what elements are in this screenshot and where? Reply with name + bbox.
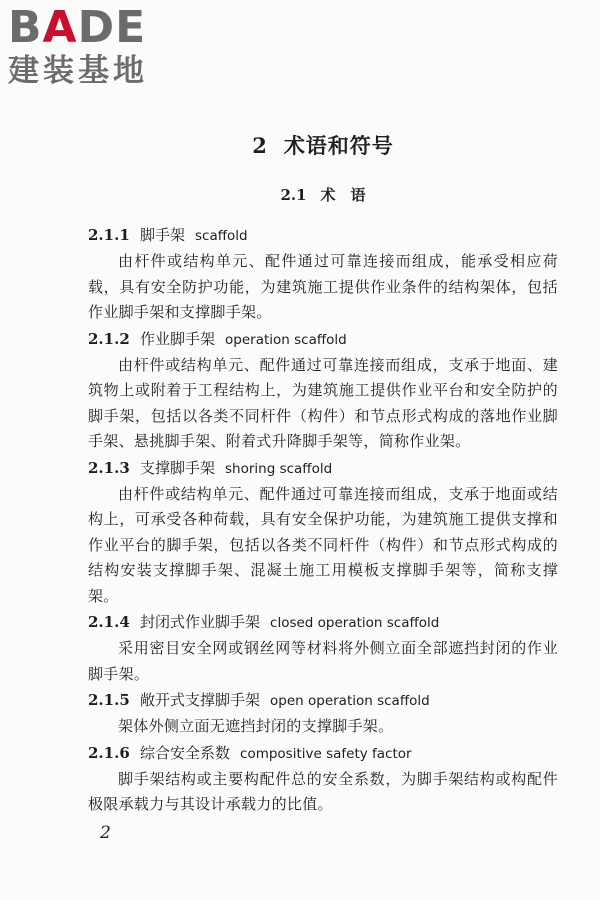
- term-number: 2.1.2: [88, 329, 130, 348]
- term-entry: [88, 610, 558, 687]
- logo-letter: A: [42, 2, 78, 53]
- section-title: [88, 184, 558, 205]
- term-english: closed operation scaffold: [270, 615, 440, 631]
- term-definition: 由杆件或结构单元、配件通过可靠连接而组成，能承受相应荷载，具有安全防护功能，为建筑施工提供作业条件的结构架体，包括作业脚手架和支撑脚手架。: [88, 252, 558, 321]
- section-title-text: 术 语: [320, 186, 366, 204]
- term-chinese: 封闭式作业脚手架: [140, 613, 261, 631]
- section-number: 2.1: [280, 186, 307, 204]
- chapter-title-text: 术语和符号: [283, 133, 394, 158]
- chapter-title: [88, 130, 558, 160]
- document-page: [88, 130, 558, 819]
- term-english: scaffold: [195, 228, 248, 244]
- term-chinese: 作业脚手架: [140, 329, 216, 348]
- term-number: 2.1.4: [88, 613, 130, 631]
- chapter-number: 2: [252, 133, 268, 158]
- bade-logo: [8, 4, 178, 88]
- term-heading: [88, 456, 558, 482]
- term-heading: [88, 327, 558, 353]
- term-heading: [88, 610, 558, 636]
- page-number: 2: [100, 823, 111, 843]
- term-english: operation scaffold: [225, 331, 347, 348]
- term-number: 2.1.3: [88, 458, 130, 477]
- term-heading: [88, 741, 558, 767]
- term-heading: [88, 223, 558, 249]
- term-definition: 脚手架结构或主要构配件总的安全系数，为脚手架结构或构配件极限承载力与其设计承载力的比值。: [88, 769, 558, 813]
- term-number: 2.1.5: [88, 691, 130, 709]
- term-entry: [88, 223, 558, 326]
- term-entry: [88, 456, 558, 610]
- term-chinese: 综合安全系数: [140, 743, 231, 762]
- term-english: open operation scaffold: [270, 693, 430, 709]
- logo-wordmark: [8, 4, 178, 52]
- term-chinese: 敞开式支撑脚手架: [140, 691, 261, 709]
- term-entry: [88, 688, 558, 740]
- term-english: shoring scaffold: [225, 460, 333, 477]
- term-heading: [88, 688, 558, 714]
- term-definition: 由杆件或结构单元、配件通过可靠连接而组成，支承于地面或结构上，可承受各种荷载，具有安全保护功能，为建筑施工提供支撑和作业平台的脚手架，包括以各类不同杆件（构件）和节点形式构成的结构安装支撑脚手架、混凝土施工用模板支撑脚手架等，简称支撑架。: [88, 484, 558, 605]
- term-chinese: 脚手架: [140, 226, 186, 244]
- term-number: 2.1.1: [88, 226, 130, 244]
- logo-letter: E: [115, 2, 147, 53]
- logo-subtitle: 建装基地: [8, 53, 148, 89]
- term-entry: [88, 327, 558, 455]
- term-chinese: 支撑脚手架: [140, 458, 216, 477]
- logo-letter: B: [8, 2, 43, 53]
- logo-letter: D: [77, 2, 116, 53]
- term-definition: 架体外侧立面无遮挡封闭的支撑脚手架。: [118, 717, 394, 735]
- term-entry: [88, 741, 558, 818]
- term-english: compositive safety factor: [240, 745, 412, 762]
- term-definition: 由杆件或结构单元、配件通过可靠连接而组成，支承于地面、建筑物上或附着于工程结构上，为建筑施工提供作业平台和安全防护的脚手架，包括以各类不同杆件（构件）和节点形式构成的落地作业脚手架、悬挑脚手架、附着式升降脚手架等，简称作业架。: [88, 355, 558, 450]
- term-number: 2.1.6: [88, 743, 130, 762]
- term-definition: 采用密目安全网或钢丝网等材料将外侧立面全部遮挡封闭的作业脚手架。: [88, 639, 558, 683]
